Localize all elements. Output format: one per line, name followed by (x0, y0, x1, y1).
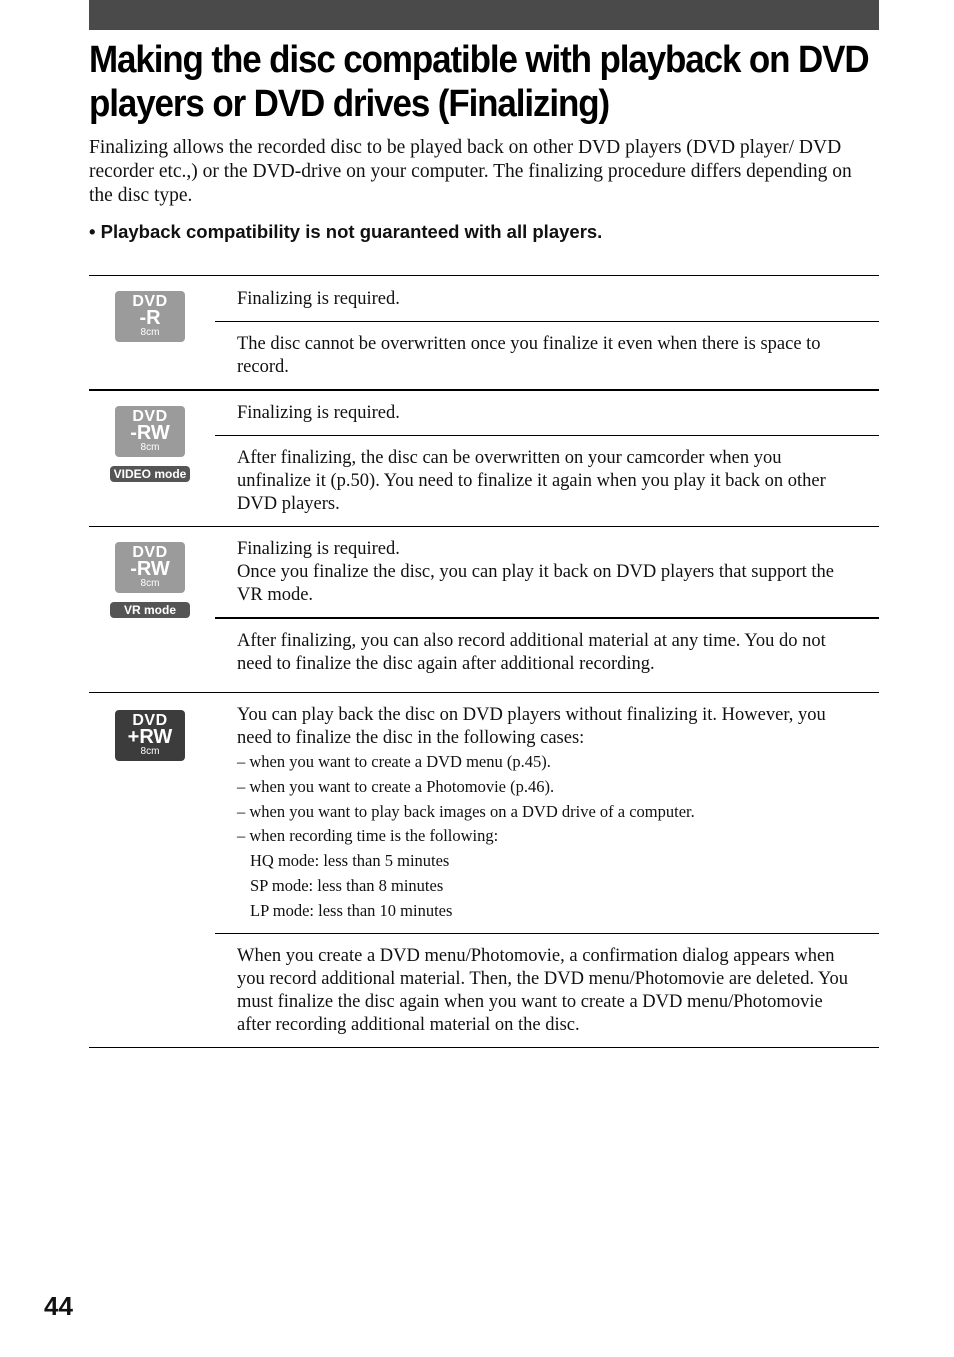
disc-size: 8cm (140, 746, 160, 757)
disc-icon-cell (89, 276, 215, 389)
disc-icon-cell (89, 527, 215, 692)
description-cell (215, 693, 879, 1047)
description-text: The disc cannot be overwritten once you finalize it even when there is space to record. (215, 321, 879, 389)
description-line: You can play back the disc on DVD players without finalizing it. However, you need to finalize the disc in the following cases: (237, 705, 826, 748)
description-text: After finalizing, you can also record additional material at any time. You do not need to finalize the disc again after additional recording. (215, 617, 879, 692)
disc-type: -RW (130, 558, 170, 580)
mode-item: SP mode: less than 8 minutes (250, 875, 444, 895)
case-item: – when you want to create a Photomovie (p.46). (237, 776, 555, 796)
description-line: Finalizing is required. (237, 539, 400, 559)
mode-item: LP mode: less than 10 minutes (250, 900, 453, 920)
video-mode-badge: VIDEO mode (110, 466, 190, 482)
description-cell (215, 276, 879, 389)
vr-mode-badge: VR mode (110, 602, 190, 618)
case-item: – when you want to play back images on a DVD drive of a computer. (237, 801, 695, 821)
description-text: Finalizing is required. (237, 289, 400, 309)
description-text: When you create a DVD menu/Photomovie, a confirmation dialog appears when you record additional material. Then, the DVD menu/Photomovie are deleted. You must finalize the disc again when you want to create a DVD menu/Photomovie after recording additional material on the disc. (215, 933, 879, 1047)
description-text: After finalizing, the disc can be overwritten on your camcorder when you unfinalize it (p.50). You need to finalize it again when you play it back on other DVD players. (215, 435, 879, 526)
table-row (89, 276, 879, 391)
table-row (89, 693, 879, 1048)
disc-size: 8cm (140, 327, 160, 338)
disc-type: -R (139, 307, 161, 329)
disc-size: 8cm (140, 578, 160, 589)
description-cell (215, 527, 879, 692)
disc-type: +RW (127, 726, 173, 748)
disc-label: DVD (132, 544, 168, 561)
description-cell (215, 391, 879, 526)
description-line: Once you finalize the disc, you can play it back on DVD players that support the VR mode. (237, 562, 834, 605)
disc-type: -RW (130, 422, 170, 444)
table-row (89, 391, 879, 527)
disc-label: DVD (132, 293, 168, 310)
mode-item: HQ mode: less than 5 minutes (250, 851, 450, 871)
header-bar (89, 0, 879, 30)
disc-label: DVD (132, 712, 168, 729)
table-row (89, 527, 879, 693)
dvd-r-icon (115, 291, 185, 342)
page-title: Making the disc compatible with playback on DVD players or DVD drives (Finalizing) (89, 39, 869, 125)
description-text: Finalizing is required. (237, 403, 400, 423)
description-text (215, 693, 879, 933)
intro-paragraph: Finalizing allows the recorded disc to be played back on other DVD players (DVD player/ DVD recorder etc.,) or the DVD-drive on your computer. The finalizing procedure differs depending on the disc type. (89, 137, 852, 206)
description-text (215, 527, 879, 617)
dvd-rw-vr-icon (115, 542, 185, 593)
disc-type-table (89, 275, 879, 1048)
compatibility-note: • Playback compatibility is not guaranteed with all players. (89, 221, 603, 242)
page-number: 44 (44, 1291, 73, 1321)
dvd-plus-rw-icon (115, 710, 185, 761)
disc-label: DVD (132, 408, 168, 425)
dvd-rw-video-icon (115, 406, 185, 457)
case-item: – when recording time is the following: (237, 826, 499, 846)
disc-icon-cell (89, 391, 215, 526)
case-item: – when you want to create a DVD menu (p.45). (237, 752, 551, 771)
disc-size: 8cm (140, 442, 160, 453)
disc-icon-cell (89, 693, 215, 1047)
